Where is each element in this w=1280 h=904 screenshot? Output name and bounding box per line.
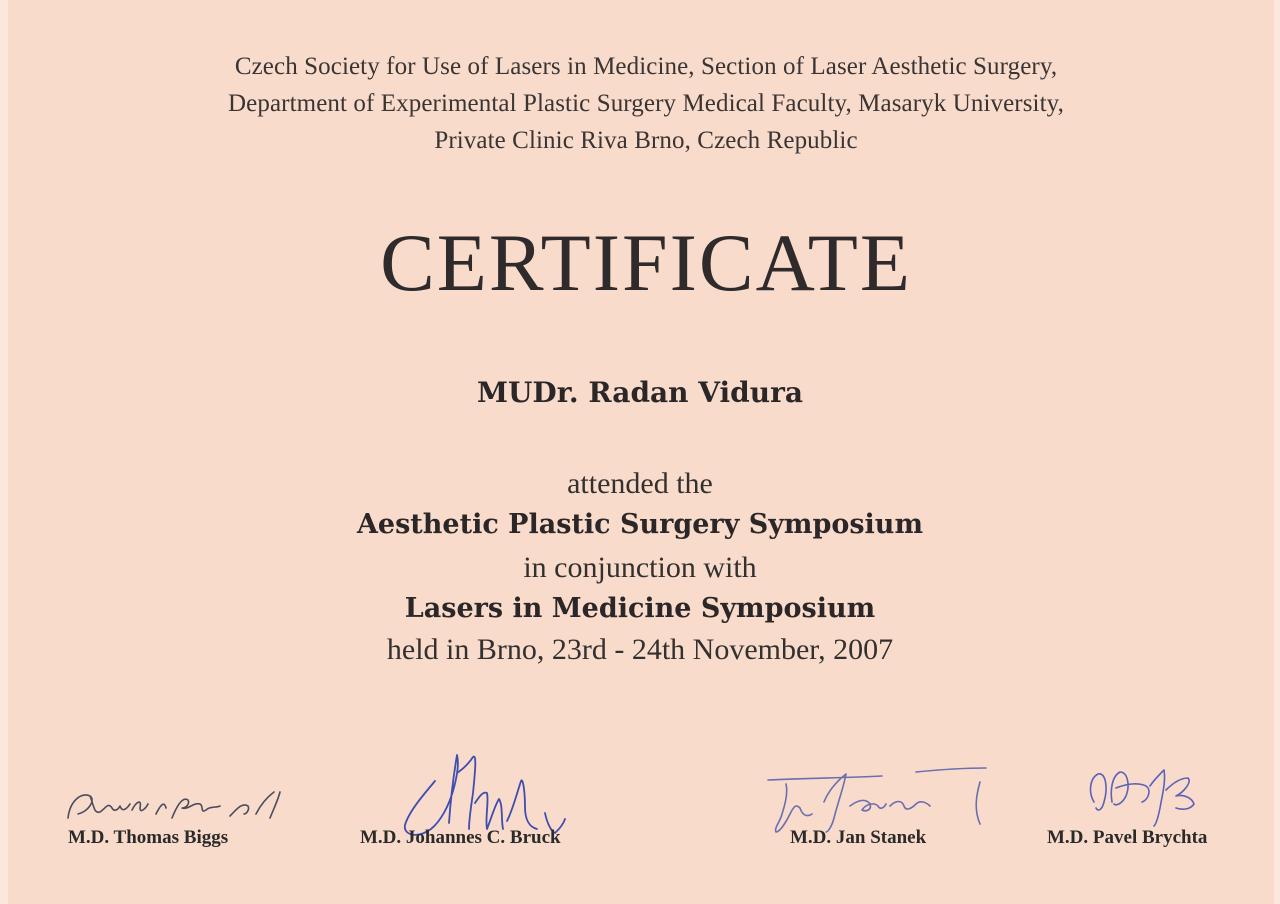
signatory-biggs: M.D. Thomas Biggs (68, 827, 229, 848)
signature-brychta (1080, 762, 1210, 828)
symposium-title-1: Aesthetic Plastic Surgery Symposium (356, 509, 924, 540)
recipient-name: MUDr. Radan Vidura (477, 376, 803, 409)
certificate-title: CERTIFICATE (380, 217, 912, 308)
issuer-line-1: Czech Society for Use of Lasers in Medicine, Section of Laser Aesthetic Surgery, (234, 53, 1058, 80)
issuer-line-3: Private Clinic Riva Brno, Czech Republic (434, 127, 858, 154)
signatory-bruck: M.D. Johannes C. Bruck (360, 827, 561, 848)
attended-text: attended the (567, 467, 713, 500)
symposium-title-2: Lasers in Medicine Symposium (404, 593, 876, 624)
signatory-brychta: M.D. Pavel Brychta (1047, 827, 1208, 848)
issuer-line-2: Department of Experimental Plastic Surgery Medical Faculty, Masaryk University, (228, 90, 1064, 117)
event-date-place: held in Brno, 23rd - 24th November, 2007 (386, 633, 894, 666)
signatory-stanek: M.D. Jan Stanek (790, 827, 927, 848)
conjunction-text: in conjunction with (523, 551, 757, 584)
